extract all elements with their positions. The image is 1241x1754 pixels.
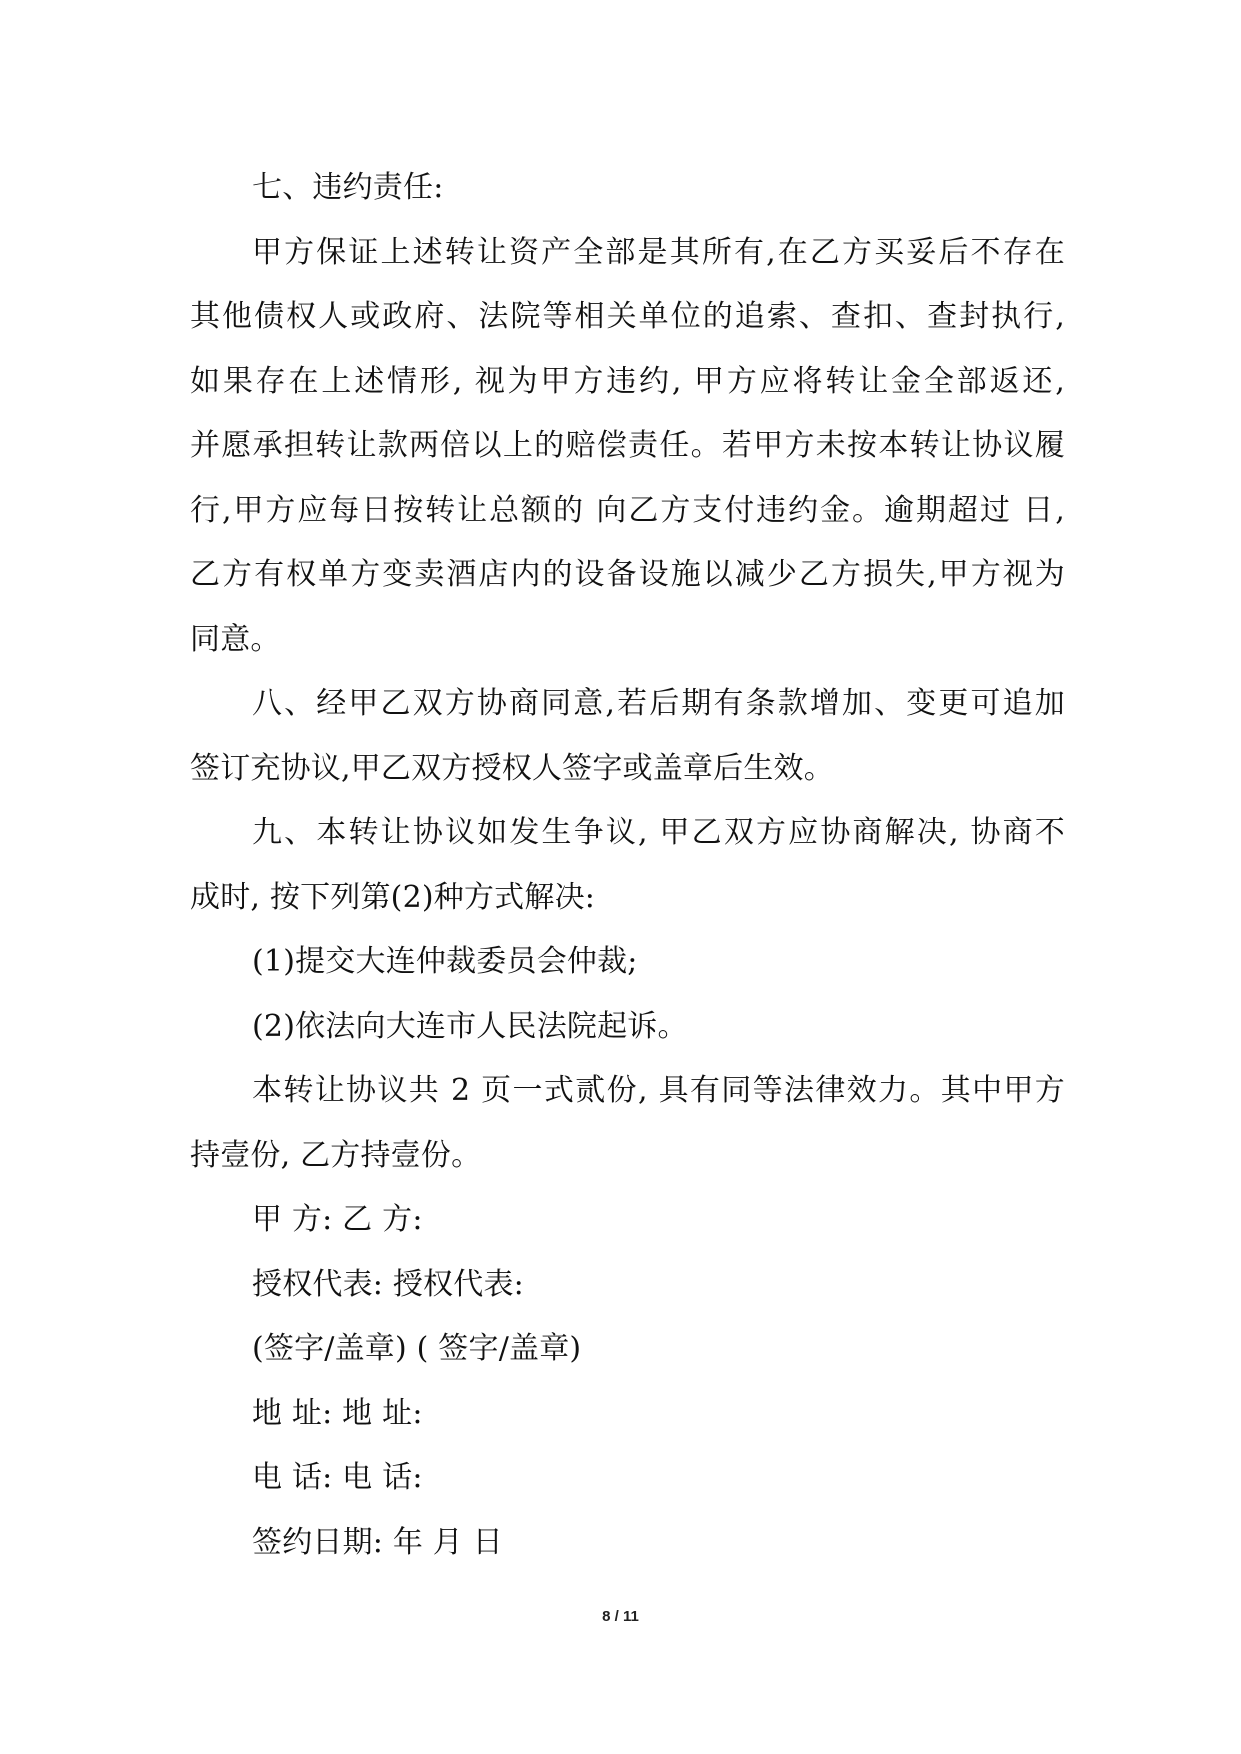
paragraph-line: 九、本转让协议如发生争议, 甲乙双方应协商解决, 协商不 (252, 815, 1065, 850)
signature-date: 签约日期: 年 月 日 (252, 1524, 503, 1560)
dispute-option-arbitration: (1)提交大连仲裁委员会仲裁; (252, 944, 638, 979)
dispute-option-court: (2)依法向大连市人民法院起诉。 (252, 1008, 688, 1044)
paragraph-line: 八、经甲乙双方协商同意,若后期有条款增加、变更可追加 (252, 686, 1065, 721)
paragraph-line: 其他债权人或政府、法院等相关单位的追索、查扣、查封执行, (190, 299, 1065, 334)
document-body (190, 156, 1065, 1575)
paragraph-line: 本转让协议共 2 页一式贰份, 具有同等法律效力。其中甲方 (252, 1073, 1065, 1108)
paragraph-line: 甲方保证上述转让资产全部是其所有,在乙方买妥后不存在 (252, 234, 1065, 270)
page-number: 8 / 11 (602, 1608, 639, 1625)
paragraph-line: 成时, 按下列第(2)种方式解决: (190, 879, 596, 915)
signature-address: 地 址: 地 址: (252, 1395, 423, 1431)
paragraph-line: 签订充协议,甲乙双方授权人签字或盖章后生效。 (190, 750, 834, 786)
signature-sign-seal: (签字/盖章) ( 签字/盖章) (252, 1331, 582, 1366)
paragraph-line: 行,甲方应每日按转让总额的 向乙方支付违约金。逾期超过 日, (190, 492, 1065, 528)
signature-representatives: 授权代表: 授权代表: (252, 1266, 524, 1302)
signature-parties: 甲 方: 乙 方: (252, 1202, 423, 1237)
paragraph-line: 如果存在上述情形, 视为甲方违约, 甲方应将转让金全部返还, (190, 363, 1065, 399)
signature-phone: 电 话: 电 话: (252, 1460, 423, 1495)
paragraph-line: 持壹份, 乙方持壹份。 (190, 1137, 482, 1173)
paragraph-line: 并愿承担转让款两倍以上的赔偿责任。若甲方未按本转让协议履 (190, 428, 1065, 463)
signature-block (190, 1188, 1065, 1575)
paragraph-line: 乙方有权单方变卖酒店内的设备设施以减少乙方损失,甲方视为 (190, 557, 1065, 592)
paragraph-line: 同意。 (190, 621, 281, 657)
section-heading-breach: 七、违约责任: (252, 170, 444, 205)
